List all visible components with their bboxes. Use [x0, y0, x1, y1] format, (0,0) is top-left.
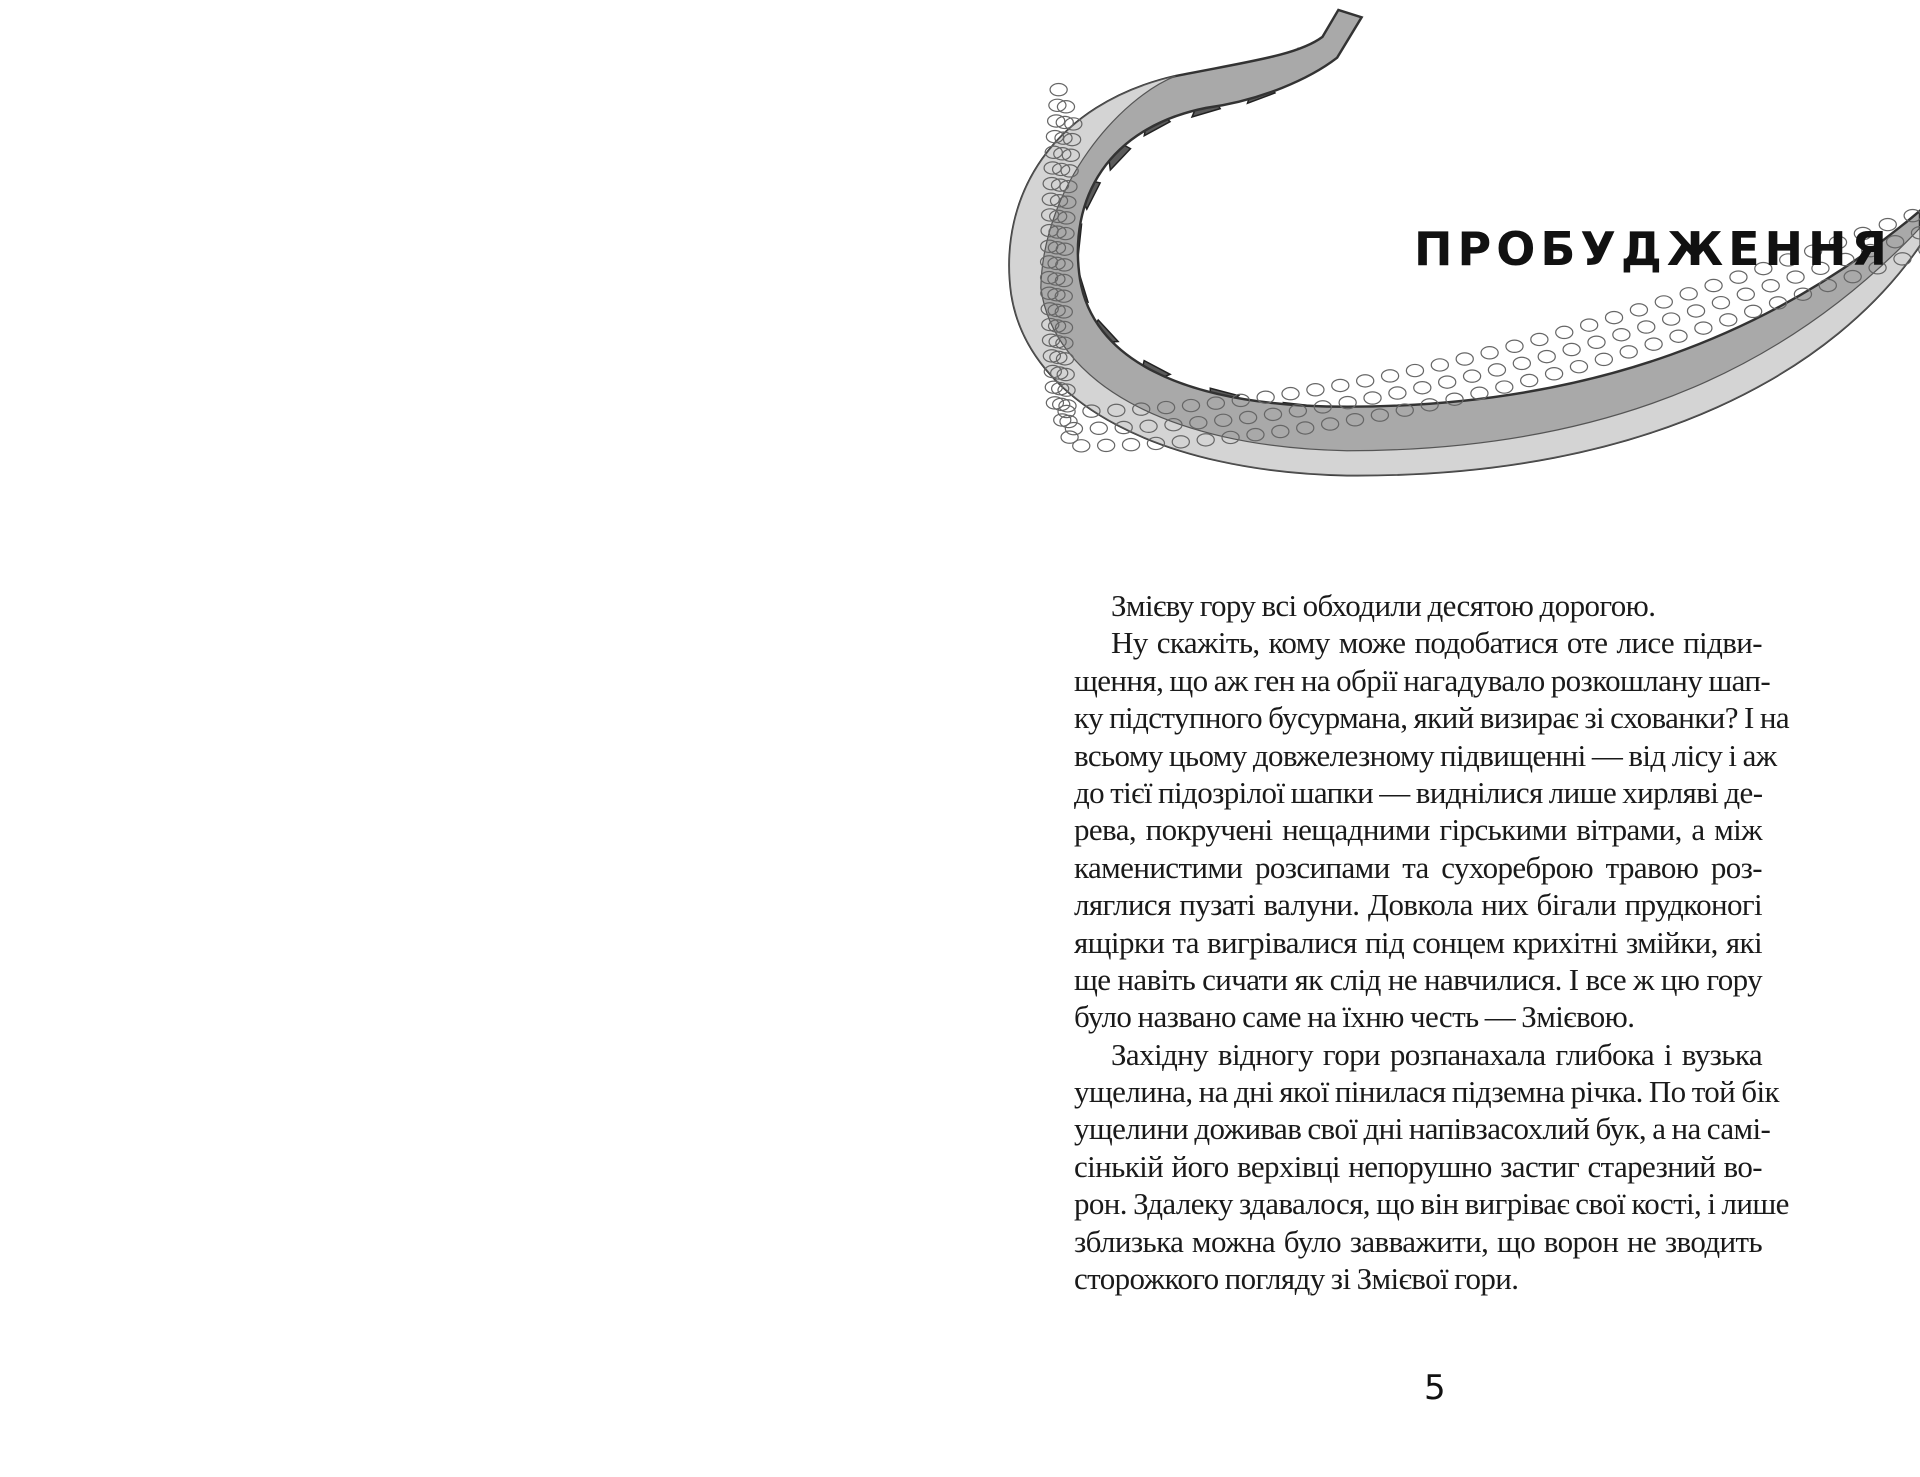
text-line: ящірки та вигрівалися під сонцем крихітні змійки, які [1074, 924, 1762, 960]
scale-mark [1406, 364, 1423, 376]
scale-mark [1531, 333, 1548, 345]
text-line: сінькій його верхівці непорушно застиг старезний во- [1074, 1148, 1762, 1184]
scale-mark [1506, 340, 1523, 352]
scale-mark [1687, 305, 1704, 317]
scale-mark [1382, 370, 1399, 382]
text-line: щення, що аж ген на обрії нагадувало розкошлану шап- [1074, 662, 1771, 698]
scale-mark [1513, 357, 1530, 369]
scale-mark [1364, 392, 1381, 404]
text-line: ляглися пузаті валуни. Довкола них бігали прудконогі [1074, 887, 1762, 923]
scale-mark [1762, 280, 1779, 292]
scale-mark [1655, 296, 1672, 308]
scale-mark [1061, 431, 1078, 443]
scale-mark [1563, 343, 1580, 355]
text-line: Ну скажіть, кому може подобатися оте лисе підви- [1111, 625, 1762, 661]
scale-mark [1481, 347, 1498, 359]
text-line: Змієву гору всі обходили десятою дорогою. [1111, 588, 1656, 623]
page-number: 5 [1424, 1368, 1446, 1408]
text-line: рон. Здалеку здавалося, що він вигріває свої кості, і лише [1074, 1186, 1789, 1222]
scale-mark [1496, 381, 1513, 393]
chapter-title: ПРОБУДЖЕННЯ [1414, 222, 1892, 276]
scale-mark [1680, 288, 1697, 300]
scale-mark [1307, 384, 1324, 396]
scale-mark [1414, 382, 1431, 394]
scale-mark [1456, 353, 1473, 365]
scale-mark [1720, 314, 1737, 326]
text-line: каменистими розсипами та сухоребрoю травою роз- [1074, 849, 1762, 885]
scale-mark [1538, 350, 1555, 362]
scale-mark [1705, 279, 1722, 291]
scale-mark [1439, 376, 1456, 388]
scale-mark [1645, 338, 1662, 350]
scale-mark [1613, 329, 1630, 341]
scale-mark [1389, 387, 1406, 399]
scale-mark [1090, 422, 1107, 434]
scale-mark [1556, 326, 1573, 338]
text-line: до тієї підозрілої шапки — виднілися лише хирляві де- [1074, 774, 1763, 810]
scale-mark [1471, 387, 1488, 399]
text-line: Західну віднoгу гори розпанахала глибока і вузька [1111, 1036, 1762, 1072]
scale-mark [1050, 84, 1067, 96]
chapter-body-text [1074, 587, 1790, 1297]
scale-mark [1712, 297, 1729, 309]
scale-mark [1546, 368, 1563, 380]
scale-mark [1282, 388, 1299, 400]
scale-mark [1595, 353, 1612, 365]
text-line: сторожкого погляду зі Змієвої гори. [1074, 1261, 1519, 1297]
text-line: ущелина, на дні якої пінилася підземна річка. По той бік [1074, 1074, 1779, 1110]
scale-mark [1620, 346, 1637, 358]
scale-mark [1745, 305, 1762, 317]
text-line: ще навіть сичати як слід не навчилися. І все ж цю гору [1074, 961, 1762, 997]
text-line: ку підступного бусурмана, який визирає зі схованки? І на [1074, 700, 1790, 736]
scale-mark [1670, 330, 1687, 342]
scale-mark [1122, 439, 1139, 451]
text-line: було названо саме на їхню честь — Змієвою. [1074, 999, 1635, 1035]
scale-mark [1464, 370, 1481, 382]
text-line: рева, покручені нещадними гірськими вітрами, а між [1074, 812, 1762, 848]
scale-mark [1588, 336, 1605, 348]
scale-mark [1431, 359, 1448, 371]
scale-mark [1332, 379, 1349, 391]
scale-mark [1605, 311, 1622, 323]
scale-mark [1357, 375, 1374, 387]
text-line: ущелини доживав свої дні напівзасохлий бук, а на самі- [1074, 1111, 1771, 1147]
text-line: всьому цьому довжелезному підвищенні — від лісу і аж [1074, 737, 1777, 773]
scale-mark [1570, 361, 1587, 373]
scale-mark [1521, 374, 1538, 386]
scale-mark [1630, 304, 1647, 316]
scale-mark [1098, 439, 1115, 451]
scale-mark [1737, 288, 1754, 300]
scale-mark [1581, 319, 1598, 331]
scale-mark [1488, 364, 1505, 376]
scale-mark [1695, 322, 1712, 334]
scale-mark [1638, 321, 1655, 333]
text-line: зблизька можна було завважити, що ворон не зводить [1074, 1223, 1762, 1259]
scale-mark [1663, 313, 1680, 325]
